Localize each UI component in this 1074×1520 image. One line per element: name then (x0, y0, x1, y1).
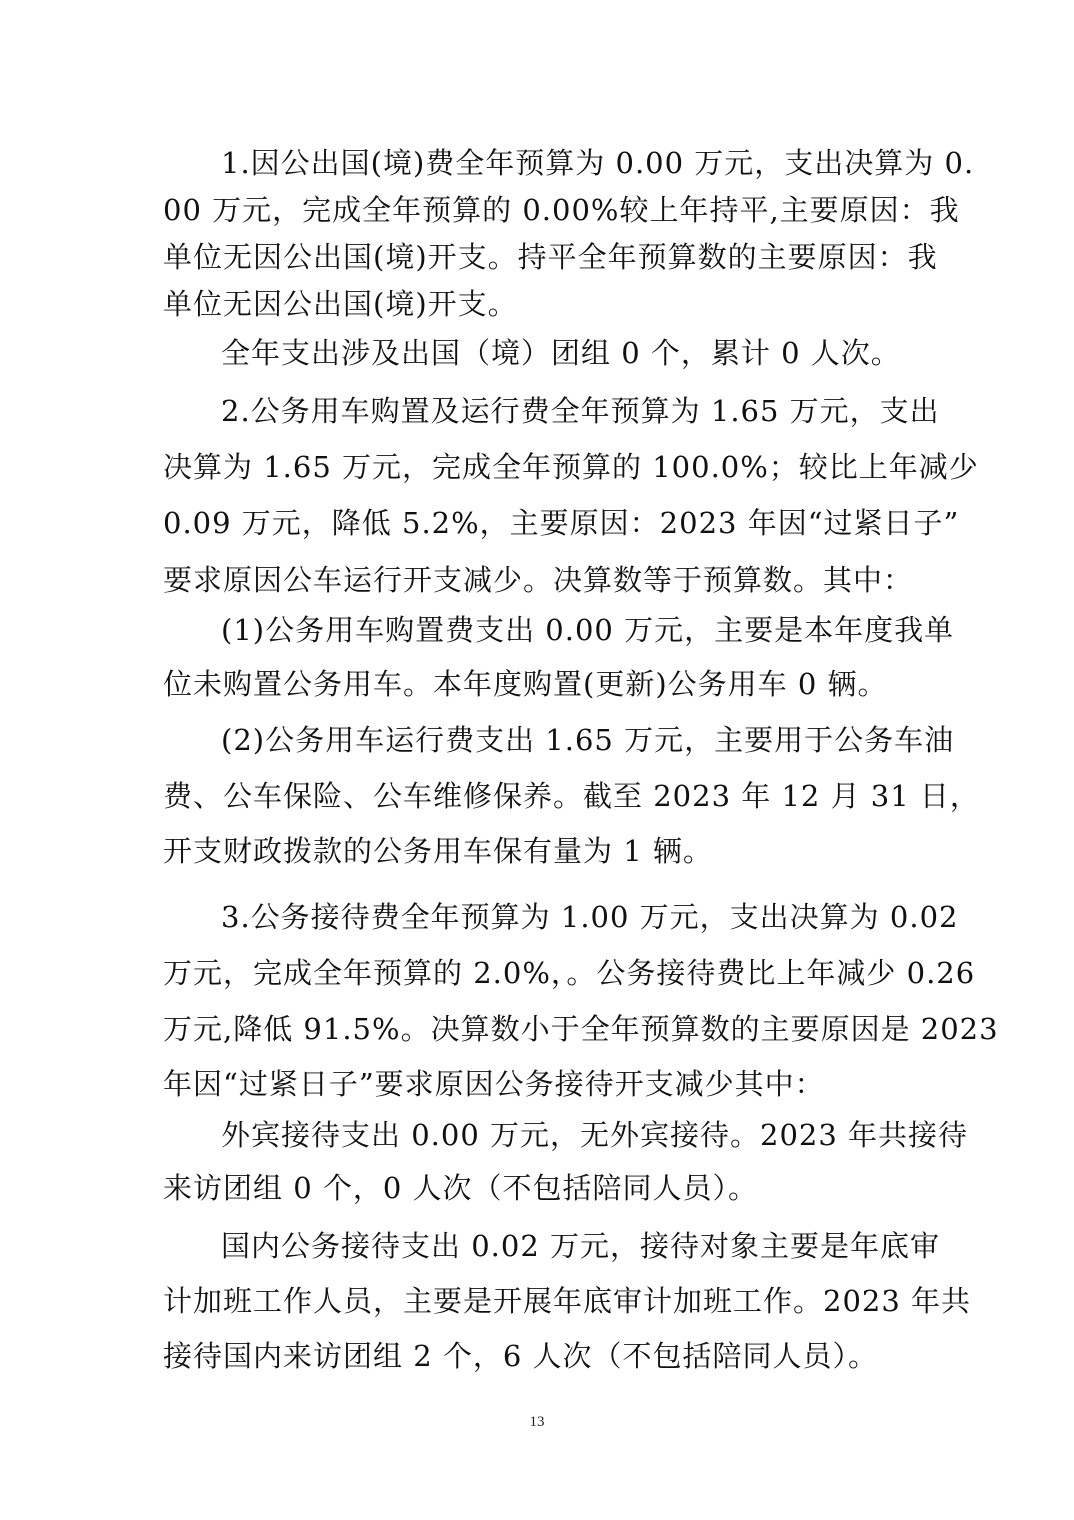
p8-line-1: 国内公务接待支出 0.02 万元，接待对象主要是年底审 (221, 1229, 941, 1263)
p7-line-2: 来访团组 0 个，0 人次（不包括陪同人员）。 (163, 1171, 759, 1205)
p6-line-4: 年因“过紧日子”要求原因公务接待开支减少其中： (163, 1067, 825, 1101)
p1-line-1: 1.因公出国(境)费全年预算为 0.00 万元，支出决算为 0. (221, 146, 975, 180)
p5-line-3: 开支财政拨款的公务用车保有量为 1 辆。 (163, 834, 713, 868)
p8-line-2: 计加班工作人员，主要是开展年底审计加班工作。2023 年共 (163, 1284, 972, 1318)
p8-line-3: 接待国内来访团组 2 个，6 人次（不包括陪同人员）。 (163, 1339, 879, 1373)
p3-line-1: 2.公务用车购置及运行费全年预算为 1.65 万元，支出 (221, 394, 940, 428)
p3-line-3: 0.09 万元，降低 5.2%，主要原因：2023 年因“过紧日子” (163, 506, 960, 540)
p5-line-1: (2)公务用车运行费支出 1.65 万元，主要用于公务车油 (221, 723, 955, 757)
p2-line-1: 全年支出涉及出国（境）团组 0 个，累计 0 人次。 (221, 336, 901, 370)
p1-line-2: 00 万元，完成全年预算的 0.00%较上年持平,主要原因：我 (163, 193, 960, 227)
page-number: 13 (529, 1414, 545, 1430)
p5-line-2: 费、公车保险、公车维修保养。截至 2023 年 12 月 31 日， (163, 779, 980, 813)
p3-line-2: 决算为 1.65 万元，完成全年预算的 100.0%；较比上年减少 (163, 450, 979, 484)
p6-line-1: 3.公务接待费全年预算为 1.00 万元，支出决算为 0.02 (221, 900, 959, 934)
p3-line-4: 要求原因公车运行开支减少。决算数等于预算数。其中： (163, 563, 914, 597)
p6-line-3: 万元,降低 91.5%。决算数小于全年预算数的主要原因是 2023 (163, 1012, 999, 1046)
p6-line-2: 万元，完成全年预算的 2.0%，。公务接待费比上年减少 0.26 (163, 956, 976, 990)
p1-line-3: 单位无因公出国(境)开支。持平全年预算数的主要原因：我 (163, 240, 938, 274)
p1-line-4: 单位无因公出国(境)开支。 (163, 287, 518, 321)
p7-line-1: 外宾接待支出 0.00 万元，无外宾接待。2023 年共接待 (221, 1118, 969, 1152)
p4-line-1: (1)公务用车购置费支出 0.00 万元，主要是本年度我单 (221, 613, 955, 647)
p4-line-2: 位未购置公务用车。本年度购置(更新)公务用车 0 辆。 (163, 667, 888, 701)
